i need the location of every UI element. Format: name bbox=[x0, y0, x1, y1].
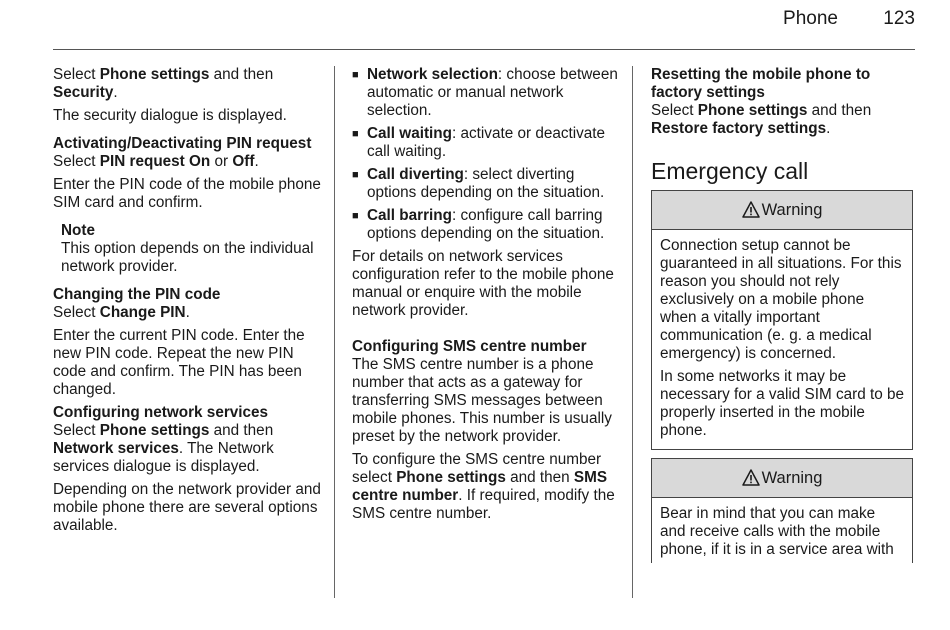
sms-config-text: To configure the SMS centre number select Phone settings and then SMS centre number. If required, modify the SMS centre number. bbox=[352, 451, 615, 522]
change-pin-heading: Changing the PIN code bbox=[53, 286, 221, 303]
network-services-heading: Configuring network services bbox=[53, 404, 269, 421]
section-title: Emergency call bbox=[651, 158, 809, 184]
sms-heading: Configuring SMS centre number bbox=[352, 338, 587, 355]
pin-request-select: Select PIN request On or Off. bbox=[53, 153, 259, 170]
warning-body bbox=[652, 498, 912, 563]
list-item: ■ Call barring: configure call barring options depending on the situation. bbox=[352, 207, 605, 242]
pin-request-heading: Activating/Deactivating PIN request bbox=[53, 135, 312, 152]
note-box bbox=[61, 222, 321, 276]
reset-select: Select Phone settings and then Restore factory settings. bbox=[651, 102, 872, 137]
sms-text: The SMS centre number is a phone number that acts as a gateway for transferring SMS messages between mobile phones. This number is usually preset by the network provider. bbox=[352, 356, 612, 445]
warning-label: Warning bbox=[761, 469, 823, 487]
warning-text: Bear in mind that you can make and receive calls with the mobile phone, if it is in a service area with bbox=[660, 505, 894, 558]
note-title: Note bbox=[61, 222, 95, 239]
warning-text: In some networks it may be necessary for a valid SIM card to be properly inserted in the mobile phone. bbox=[660, 368, 905, 439]
note-text: This option depends on the individual network provider. bbox=[61, 240, 314, 275]
square-bullet-icon: ■ bbox=[352, 128, 359, 140]
warning-box bbox=[651, 190, 913, 450]
column-middle bbox=[352, 66, 620, 528]
square-bullet-icon: ■ bbox=[352, 69, 359, 81]
list-item: ■ Call waiting: activate or deactivate call waiting. bbox=[352, 125, 606, 160]
security-dialog-text: The security dialogue is displayed. bbox=[53, 107, 287, 124]
change-pin-select: Select Change PIN. bbox=[53, 304, 190, 321]
intro-paragraph: Select Phone settings and then Security. bbox=[53, 66, 274, 101]
network-services-text: Depending on the network provider and mobile phone there are several options available. bbox=[53, 481, 321, 534]
warning-header bbox=[652, 459, 912, 498]
list-item: ■ Network selection: choose between automatic or manual network selection. bbox=[352, 66, 618, 119]
pin-enter-text: Enter the PIN code of the mobile phone SIM card and confirm. bbox=[53, 176, 321, 211]
column-left bbox=[53, 66, 321, 540]
warning-text: Connection setup cannot be guaranteed in all situations. For this reason you should not rely exclusively on a mobile phone when a vitally important communication (e. g. a medical emergency) is concerned. bbox=[660, 237, 902, 362]
warning-header bbox=[652, 191, 912, 230]
square-bullet-icon: ■ bbox=[352, 210, 359, 222]
list-item: ■ Call diverting: select diverting options depending on the situation. bbox=[352, 166, 605, 201]
square-bullet-icon: ■ bbox=[352, 169, 359, 181]
warning-triangle-icon bbox=[742, 194, 760, 232]
details-paragraph: For details on network services configuration refer to the mobile phone manual or enquire with the mobile network provider. bbox=[352, 248, 614, 319]
warning-box bbox=[651, 458, 913, 563]
warning-body bbox=[652, 230, 912, 449]
network-services-select: Select Phone settings and then Network services. The Network services dialogue is displayed. bbox=[53, 422, 274, 475]
page-header bbox=[53, 10, 915, 34]
reset-heading: Resetting the mobile phone to factory settings bbox=[651, 66, 871, 101]
header-rule bbox=[53, 49, 915, 50]
section-name: Phone bbox=[783, 8, 838, 29]
page-number: 123 bbox=[883, 8, 915, 29]
warning-label: Warning bbox=[761, 201, 823, 219]
column-divider bbox=[632, 66, 633, 598]
warning-triangle-icon bbox=[742, 462, 760, 500]
network-options-list bbox=[352, 66, 620, 243]
column-right bbox=[651, 66, 919, 563]
column-divider bbox=[334, 66, 335, 598]
change-pin-text: Enter the current PIN code. Enter the new PIN code. Repeat the new PIN code and confirm. The PIN has been changed. bbox=[53, 327, 305, 398]
